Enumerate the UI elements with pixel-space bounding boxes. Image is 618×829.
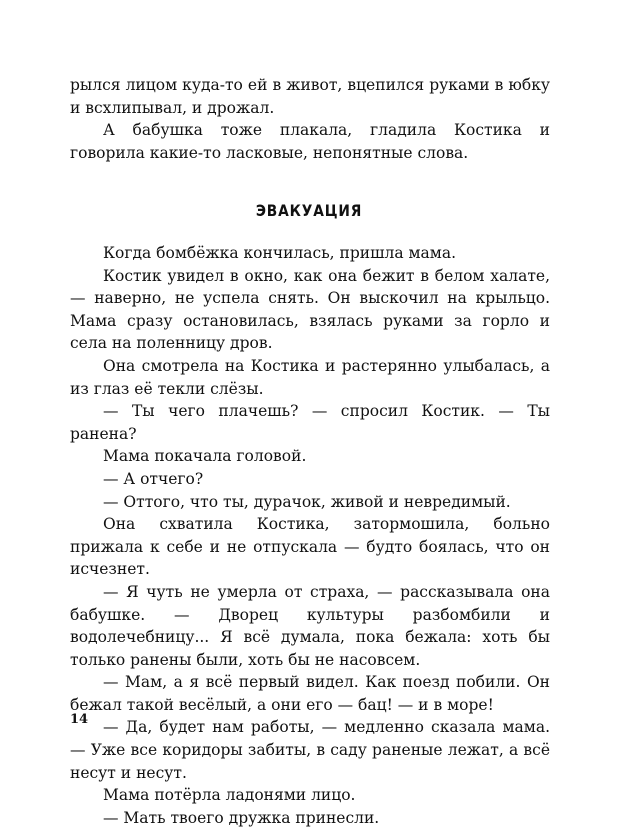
chapter-title: ЭВАКУАЦИЯ [255, 201, 363, 220]
dialogue-line: — А отчего? [103, 469, 204, 488]
chapter-body [70, 242, 550, 829]
paragraph: Она смотрела на Костика и растерянно улыбалась, а из глаз её текли слёзы. [70, 356, 550, 398]
dialogue-line: — Да, будет нам работы, — медленно сказала мама. — Уже все коридоры забиты, в саду раненые лежат, а всё несут и несут. [70, 718, 550, 782]
paragraph: А бабушка тоже плакала, гладила Костика и говорила какие-то ласковые, непонятные слова. [70, 121, 550, 162]
dialogue-line: — Ты чего плачешь? — спросил Костик. — Ты ранена? [70, 402, 550, 443]
paragraph-continued: рылся лицом куда-то ей в живот, вцепился руками в юбку и всхлипывал, и дрожал. [70, 76, 550, 117]
paragraph: Мама потёрла ладонями лицо. [103, 786, 356, 805]
paragraph: Мама покачала головой. [103, 447, 307, 466]
dialogue-line: — Мать твоего дружка принесли. [103, 808, 380, 827]
paragraph: Когда бомбёжка кончилась, пришла мама. [103, 244, 457, 262]
page-number: 14 [70, 712, 89, 727]
dialogue-line: — Оттого, что ты, дурачок, живой и невредимый. [103, 492, 511, 511]
continued-text [70, 74, 550, 164]
dialogue-line: — Мам, а я всё первый видел. Как поезд побили. Он бежал такой весёлый, а они его — бац! — и в море! [70, 673, 550, 714]
paragraph: Костик увидел в окно, как она бежит в белом халате, — наверно, не успела снять. Он выскочил на крыльцо. Мама сразу остановилась, взялась руками за горло и села на поленницу дров. [70, 266, 550, 353]
dialogue-line: — Я чуть не умерла от страха, — рассказывала она бабушке. — Дворец культуры разбомбили и водолечебницу... Я всё думала, пока бежала: хоть бы только ранены были, хоть бы не насовсем. [70, 582, 550, 669]
paragraph: Она схватила Костика, затормошила, больно прижала к себе и не отпускала — будто боялась, что он исчезнет. [70, 515, 550, 579]
